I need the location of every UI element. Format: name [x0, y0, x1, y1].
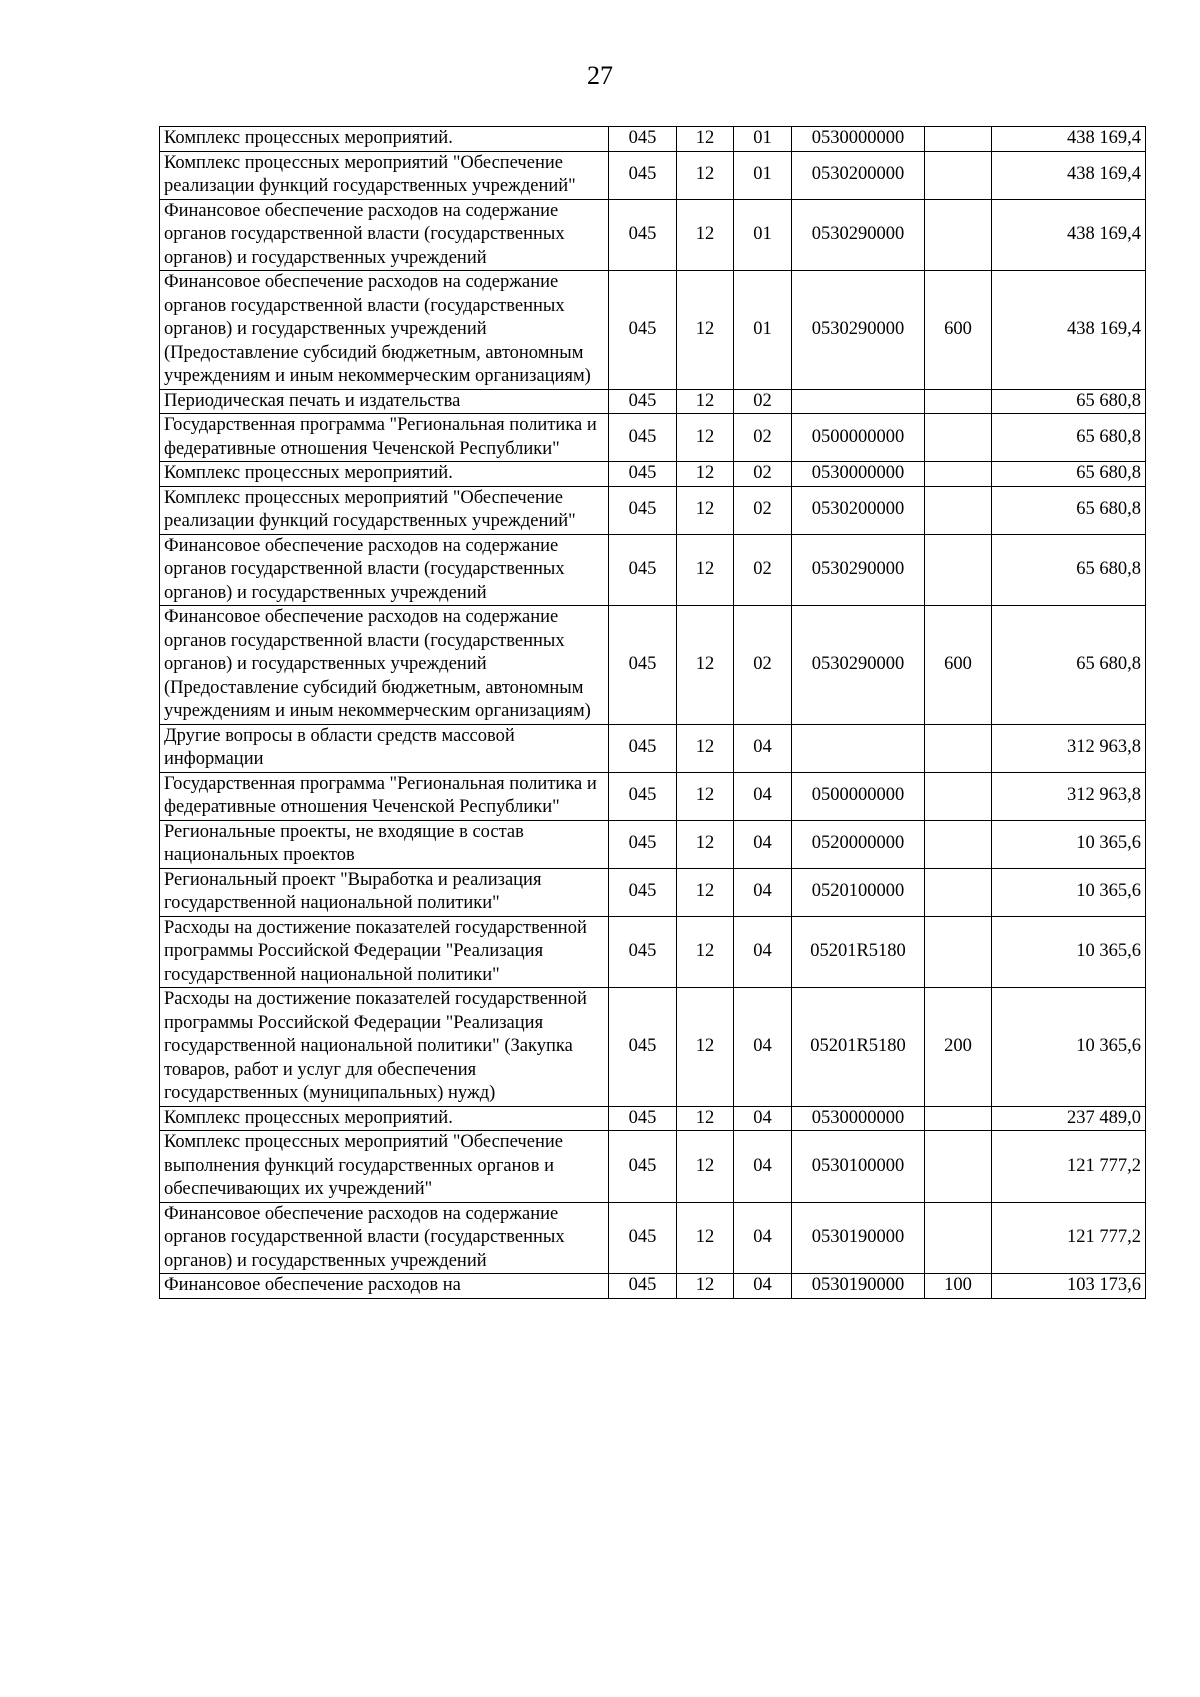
table-row — [160, 127, 1146, 152]
department-code-cell: 045 — [609, 916, 677, 988]
target-article-code-cell: 0500000000 — [792, 414, 925, 462]
expense-type-code-cell — [925, 127, 992, 152]
row-name-cell: Расходы на достижение показателей государственной программы Российской Федерации "Реализация государственной национальной политики" — [160, 916, 609, 988]
row-name-cell: Расходы на достижение показателей государственной программы Российской Федерации "Реализация государственной национальной политики" (Закупка товаров, работ и услуг для обеспечения государственных (муниципальных) нужд) — [160, 988, 609, 1107]
expense-type-code-cell — [925, 772, 992, 820]
table-row — [160, 151, 1146, 199]
department-code-cell: 045 — [609, 151, 677, 199]
department-code-cell: 045 — [609, 414, 677, 462]
amount-cell: 65 680,8 — [992, 486, 1146, 534]
table-row — [160, 271, 1146, 390]
target-article-code-cell: 0530190000 — [792, 1202, 925, 1274]
amount-cell: 121 777,2 — [992, 1131, 1146, 1203]
section-code-cell: 12 — [677, 127, 734, 152]
row-name-cell: Финансовое обеспечение расходов на содержание органов государственной власти (государственных органов) и государственных учреждений — [160, 534, 609, 606]
expense-type-code-cell — [925, 1202, 992, 1274]
department-code-cell: 045 — [609, 199, 677, 271]
target-article-code-cell: 0520000000 — [792, 820, 925, 868]
target-article-code-cell: 0500000000 — [792, 772, 925, 820]
target-article-code-cell: 05201R5180 — [792, 988, 925, 1107]
table-row — [160, 462, 1146, 487]
section-code-cell: 12 — [677, 151, 734, 199]
amount-cell: 10 365,6 — [992, 916, 1146, 988]
department-code-cell: 045 — [609, 988, 677, 1107]
row-name-cell: Региональный проект "Выработка и реализация государственной национальной политики" — [160, 868, 609, 916]
row-name-cell: Периодическая печать и издательства — [160, 389, 609, 414]
section-code-cell: 12 — [677, 534, 734, 606]
expense-type-code-cell — [925, 534, 992, 606]
department-code-cell: 045 — [609, 389, 677, 414]
expense-type-code-cell — [925, 868, 992, 916]
expense-type-code-cell — [925, 724, 992, 772]
expense-type-code-cell — [925, 1131, 992, 1203]
amount-cell: 10 365,6 — [992, 988, 1146, 1107]
subsection-code-cell: 04 — [734, 868, 792, 916]
target-article-code-cell: 0530100000 — [792, 1131, 925, 1203]
target-article-code-cell — [792, 724, 925, 772]
subsection-code-cell: 04 — [734, 1131, 792, 1203]
row-name-cell: Финансовое обеспечение расходов на — [160, 1274, 609, 1299]
section-code-cell: 12 — [677, 486, 734, 534]
expense-type-code-cell — [925, 462, 992, 487]
budget-table-body — [160, 127, 1146, 1299]
row-name-cell: Финансовое обеспечение расходов на содержание органов государственной власти (государственных органов) и государственных учреждений — [160, 1202, 609, 1274]
department-code-cell: 045 — [609, 462, 677, 487]
target-article-code-cell: 0530000000 — [792, 462, 925, 487]
target-article-code-cell: 0530000000 — [792, 1106, 925, 1131]
subsection-code-cell: 01 — [734, 127, 792, 152]
subsection-code-cell: 02 — [734, 606, 792, 725]
target-article-code-cell: 0530290000 — [792, 199, 925, 271]
department-code-cell: 045 — [609, 868, 677, 916]
subsection-code-cell: 01 — [734, 199, 792, 271]
department-code-cell: 045 — [609, 486, 677, 534]
section-code-cell: 12 — [677, 916, 734, 988]
table-row — [160, 1106, 1146, 1131]
target-article-code-cell: 0530290000 — [792, 271, 925, 390]
target-article-code-cell: 05201R5180 — [792, 916, 925, 988]
table-row — [160, 820, 1146, 868]
subsection-code-cell: 04 — [734, 1274, 792, 1299]
amount-cell: 121 777,2 — [992, 1202, 1146, 1274]
department-code-cell: 045 — [609, 271, 677, 390]
subsection-code-cell: 02 — [734, 414, 792, 462]
section-code-cell: 12 — [677, 988, 734, 1107]
amount-cell: 65 680,8 — [992, 414, 1146, 462]
row-name-cell: Комплекс процессных мероприятий "Обеспечение реализации функций государственных учреждений" — [160, 151, 609, 199]
row-name-cell: Комплекс процессных мероприятий "Обеспечение реализации функций государственных учреждений" — [160, 486, 609, 534]
amount-cell: 65 680,8 — [992, 606, 1146, 725]
target-article-code-cell: 0520100000 — [792, 868, 925, 916]
expense-type-code-cell — [925, 199, 992, 271]
table-row — [160, 1202, 1146, 1274]
subsection-code-cell: 04 — [734, 916, 792, 988]
department-code-cell: 045 — [609, 772, 677, 820]
target-article-code-cell: 0530000000 — [792, 127, 925, 152]
subsection-code-cell: 04 — [734, 820, 792, 868]
subsection-code-cell: 01 — [734, 151, 792, 199]
row-name-cell: Комплекс процессных мероприятий. — [160, 462, 609, 487]
table-row — [160, 414, 1146, 462]
table-row — [160, 534, 1146, 606]
department-code-cell: 045 — [609, 1202, 677, 1274]
amount-cell: 65 680,8 — [992, 534, 1146, 606]
section-code-cell: 12 — [677, 772, 734, 820]
expense-type-code-cell: 600 — [925, 606, 992, 725]
target-article-code-cell: 0530290000 — [792, 534, 925, 606]
table-row — [160, 199, 1146, 271]
section-code-cell: 12 — [677, 389, 734, 414]
target-article-code-cell: 0530190000 — [792, 1274, 925, 1299]
subsection-code-cell: 02 — [734, 389, 792, 414]
page-number: 27 — [587, 61, 613, 90]
section-code-cell: 12 — [677, 868, 734, 916]
table-row — [160, 724, 1146, 772]
amount-cell: 10 365,6 — [992, 868, 1146, 916]
expense-type-code-cell — [925, 389, 992, 414]
subsection-code-cell: 02 — [734, 534, 792, 606]
subsection-code-cell: 04 — [734, 772, 792, 820]
row-name-cell: Финансовое обеспечение расходов на содержание органов государственной власти (государственных органов) и государственных учреждений (Предоставление субсидий бюджетным, автономным учреждениям и иным некоммерческим организациям) — [160, 606, 609, 725]
row-name-cell: Государственная программа "Региональная политика и федеративные отношения Чеченской Республики" — [160, 414, 609, 462]
row-name-cell: Другие вопросы в области средств массовой информации — [160, 724, 609, 772]
subsection-code-cell: 04 — [734, 1106, 792, 1131]
amount-cell: 438 169,4 — [992, 127, 1146, 152]
budget-table — [159, 126, 1146, 1299]
amount-cell: 438 169,4 — [992, 271, 1146, 390]
amount-cell: 237 489,0 — [992, 1106, 1146, 1131]
row-name-cell: Комплекс процессных мероприятий "Обеспечение выполнения функций государственных органов и обеспечивающих их учреждений" — [160, 1131, 609, 1203]
section-code-cell: 12 — [677, 271, 734, 390]
target-article-code-cell — [792, 389, 925, 414]
expense-type-code-cell — [925, 820, 992, 868]
row-name-cell: Региональные проекты, не входящие в состав национальных проектов — [160, 820, 609, 868]
section-code-cell: 12 — [677, 1274, 734, 1299]
department-code-cell: 045 — [609, 1106, 677, 1131]
target-article-code-cell: 0530290000 — [792, 606, 925, 725]
department-code-cell: 045 — [609, 724, 677, 772]
amount-cell: 312 963,8 — [992, 772, 1146, 820]
amount-cell: 65 680,8 — [992, 462, 1146, 487]
table-row — [160, 916, 1146, 988]
amount-cell: 103 173,6 — [992, 1274, 1146, 1299]
amount-cell: 438 169,4 — [992, 199, 1146, 271]
subsection-code-cell: 02 — [734, 486, 792, 534]
expense-type-code-cell: 200 — [925, 988, 992, 1107]
department-code-cell: 045 — [609, 1274, 677, 1299]
section-code-cell: 12 — [677, 1106, 734, 1131]
expense-type-code-cell — [925, 414, 992, 462]
department-code-cell: 045 — [609, 606, 677, 725]
table-row — [160, 988, 1146, 1107]
row-name-cell: Государственная программа "Региональная политика и федеративные отношения Чеченской Республики" — [160, 772, 609, 820]
row-name-cell: Комплекс процессных мероприятий. — [160, 1106, 609, 1131]
amount-cell: 312 963,8 — [992, 724, 1146, 772]
section-code-cell: 12 — [677, 724, 734, 772]
department-code-cell: 045 — [609, 1131, 677, 1203]
row-name-cell: Финансовое обеспечение расходов на содержание органов государственной власти (государственных органов) и государственных учреждений (Предоставление субсидий бюджетным, автономным учреждениям и иным некоммерческим организациям) — [160, 271, 609, 390]
expense-type-code-cell: 100 — [925, 1274, 992, 1299]
section-code-cell: 12 — [677, 820, 734, 868]
target-article-code-cell: 0530200000 — [792, 151, 925, 199]
section-code-cell: 12 — [677, 1131, 734, 1203]
table-row — [160, 486, 1146, 534]
amount-cell: 438 169,4 — [992, 151, 1146, 199]
subsection-code-cell: 04 — [734, 724, 792, 772]
table-row — [160, 389, 1146, 414]
expense-type-code-cell — [925, 151, 992, 199]
expense-type-code-cell: 600 — [925, 271, 992, 390]
table-row — [160, 1131, 1146, 1203]
subsection-code-cell: 02 — [734, 462, 792, 487]
section-code-cell: 12 — [677, 462, 734, 487]
row-name-cell: Комплекс процессных мероприятий. — [160, 127, 609, 152]
amount-cell: 10 365,6 — [992, 820, 1146, 868]
department-code-cell: 045 — [609, 127, 677, 152]
section-code-cell: 12 — [677, 1202, 734, 1274]
table-row — [160, 1274, 1146, 1299]
expense-type-code-cell — [925, 916, 992, 988]
subsection-code-cell: 04 — [734, 988, 792, 1107]
section-code-cell: 12 — [677, 414, 734, 462]
table-row — [160, 772, 1146, 820]
subsection-code-cell: 04 — [734, 1202, 792, 1274]
table-row — [160, 606, 1146, 725]
expense-type-code-cell — [925, 1106, 992, 1131]
section-code-cell: 12 — [677, 199, 734, 271]
row-name-cell: Финансовое обеспечение расходов на содержание органов государственной власти (государственных органов) и государственных учреждений — [160, 199, 609, 271]
subsection-code-cell: 01 — [734, 271, 792, 390]
amount-cell: 65 680,8 — [992, 389, 1146, 414]
table-row — [160, 868, 1146, 916]
target-article-code-cell: 0530200000 — [792, 486, 925, 534]
department-code-cell: 045 — [609, 534, 677, 606]
department-code-cell: 045 — [609, 820, 677, 868]
section-code-cell: 12 — [677, 606, 734, 725]
expense-type-code-cell — [925, 486, 992, 534]
